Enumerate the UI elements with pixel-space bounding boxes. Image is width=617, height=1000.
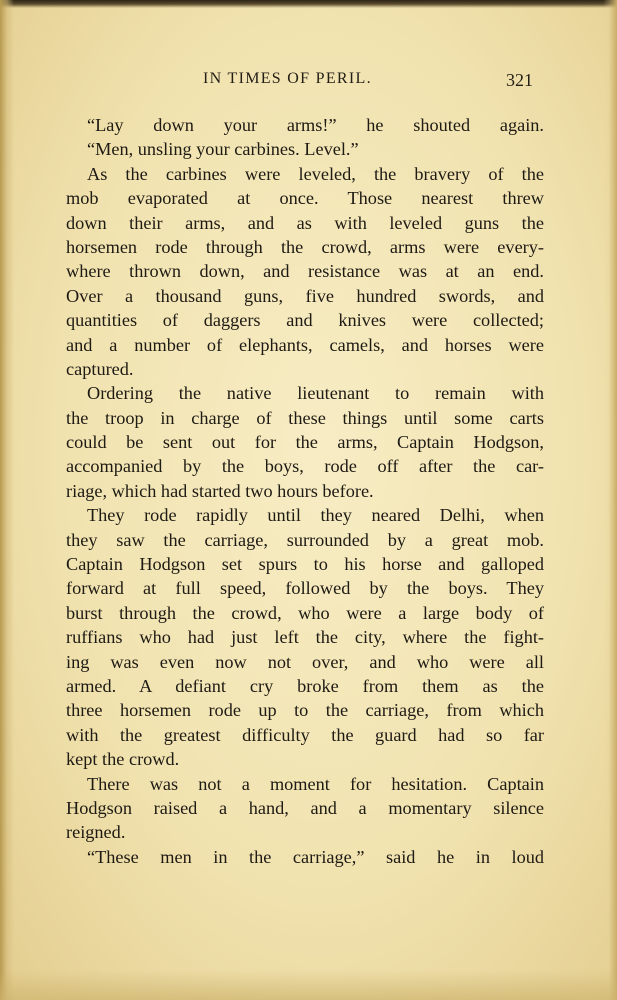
text-line: riage, which had started two hours before. [66, 480, 374, 501]
text-line: ruffians who had just left the city, where the fight- [66, 627, 544, 648]
page-right-edge [603, 0, 617, 1000]
text-line: down their arms, and as with leveled guns the [66, 212, 544, 233]
text-line: Ordering the native lieutenant to remain with [87, 383, 544, 404]
text-line: They rode rapidly until they neared Delhi, when [87, 505, 544, 526]
text-line: forward at full speed, followed by the boys. They [66, 578, 544, 599]
text-line: horsemen rode through the crowd, arms were every- [66, 236, 544, 257]
text-line: armed. A defiant cry broke from them as the [66, 675, 544, 696]
text-line: Over a thousand guns, five hundred swords, and [66, 285, 544, 306]
page-left-edge [0, 0, 14, 1000]
text-line: three horsemen rode up to the carriage, from which [66, 700, 544, 721]
text-line: Captain Hodgson set spurs to his horse and galloped [66, 554, 544, 575]
text-line: kept the crowd. [66, 749, 180, 770]
body-text [66, 113, 544, 869]
text-line: “Lay down your arms!” he shouted again. [87, 115, 544, 135]
text-line: ing was even now not over, and who were all [66, 651, 544, 672]
text-line: where thrown down, and resistance was at an end. [66, 261, 544, 282]
text-line: “Men, unsling your carbines. Level.” [87, 139, 359, 160]
text-line: There was not a moment for hesitation. Captain [87, 773, 544, 794]
text-line: As the carbines were leveled, the bravery of the [87, 163, 544, 184]
page-top-edge [0, 0, 617, 8]
text-line: quantities of daggers and knives were collected; [66, 310, 544, 331]
text-line: mob evaporated at once. Those nearest threw [66, 188, 544, 209]
text-line: Hodgson raised a hand, and a momentary silence [66, 797, 544, 818]
running-title: IN TIMES OF PERIL. [203, 70, 372, 87]
text-line: captured. [66, 358, 134, 379]
text-line: burst through the crowd, who were a large body of [66, 602, 544, 623]
page-bottom-edge [0, 970, 617, 1000]
page-number: 321 [506, 70, 533, 90]
text-line: reigned. [66, 822, 126, 843]
text-line: with the greatest difficulty the guard had so far [66, 724, 544, 745]
text-line: they saw the carriage, surrounded by a great mob. [66, 529, 544, 550]
text-line: and a number of elephants, camels, and horses were [66, 334, 544, 355]
text-line: “These men in the carriage,” said he in loud [87, 846, 544, 867]
text-line: the troop in charge of these things until some carts [66, 407, 544, 428]
text-line: could be sent out for the arms, Captain Hodgson, [66, 432, 544, 453]
text-line: accompanied by the boys, rode off after the car- [66, 456, 544, 477]
